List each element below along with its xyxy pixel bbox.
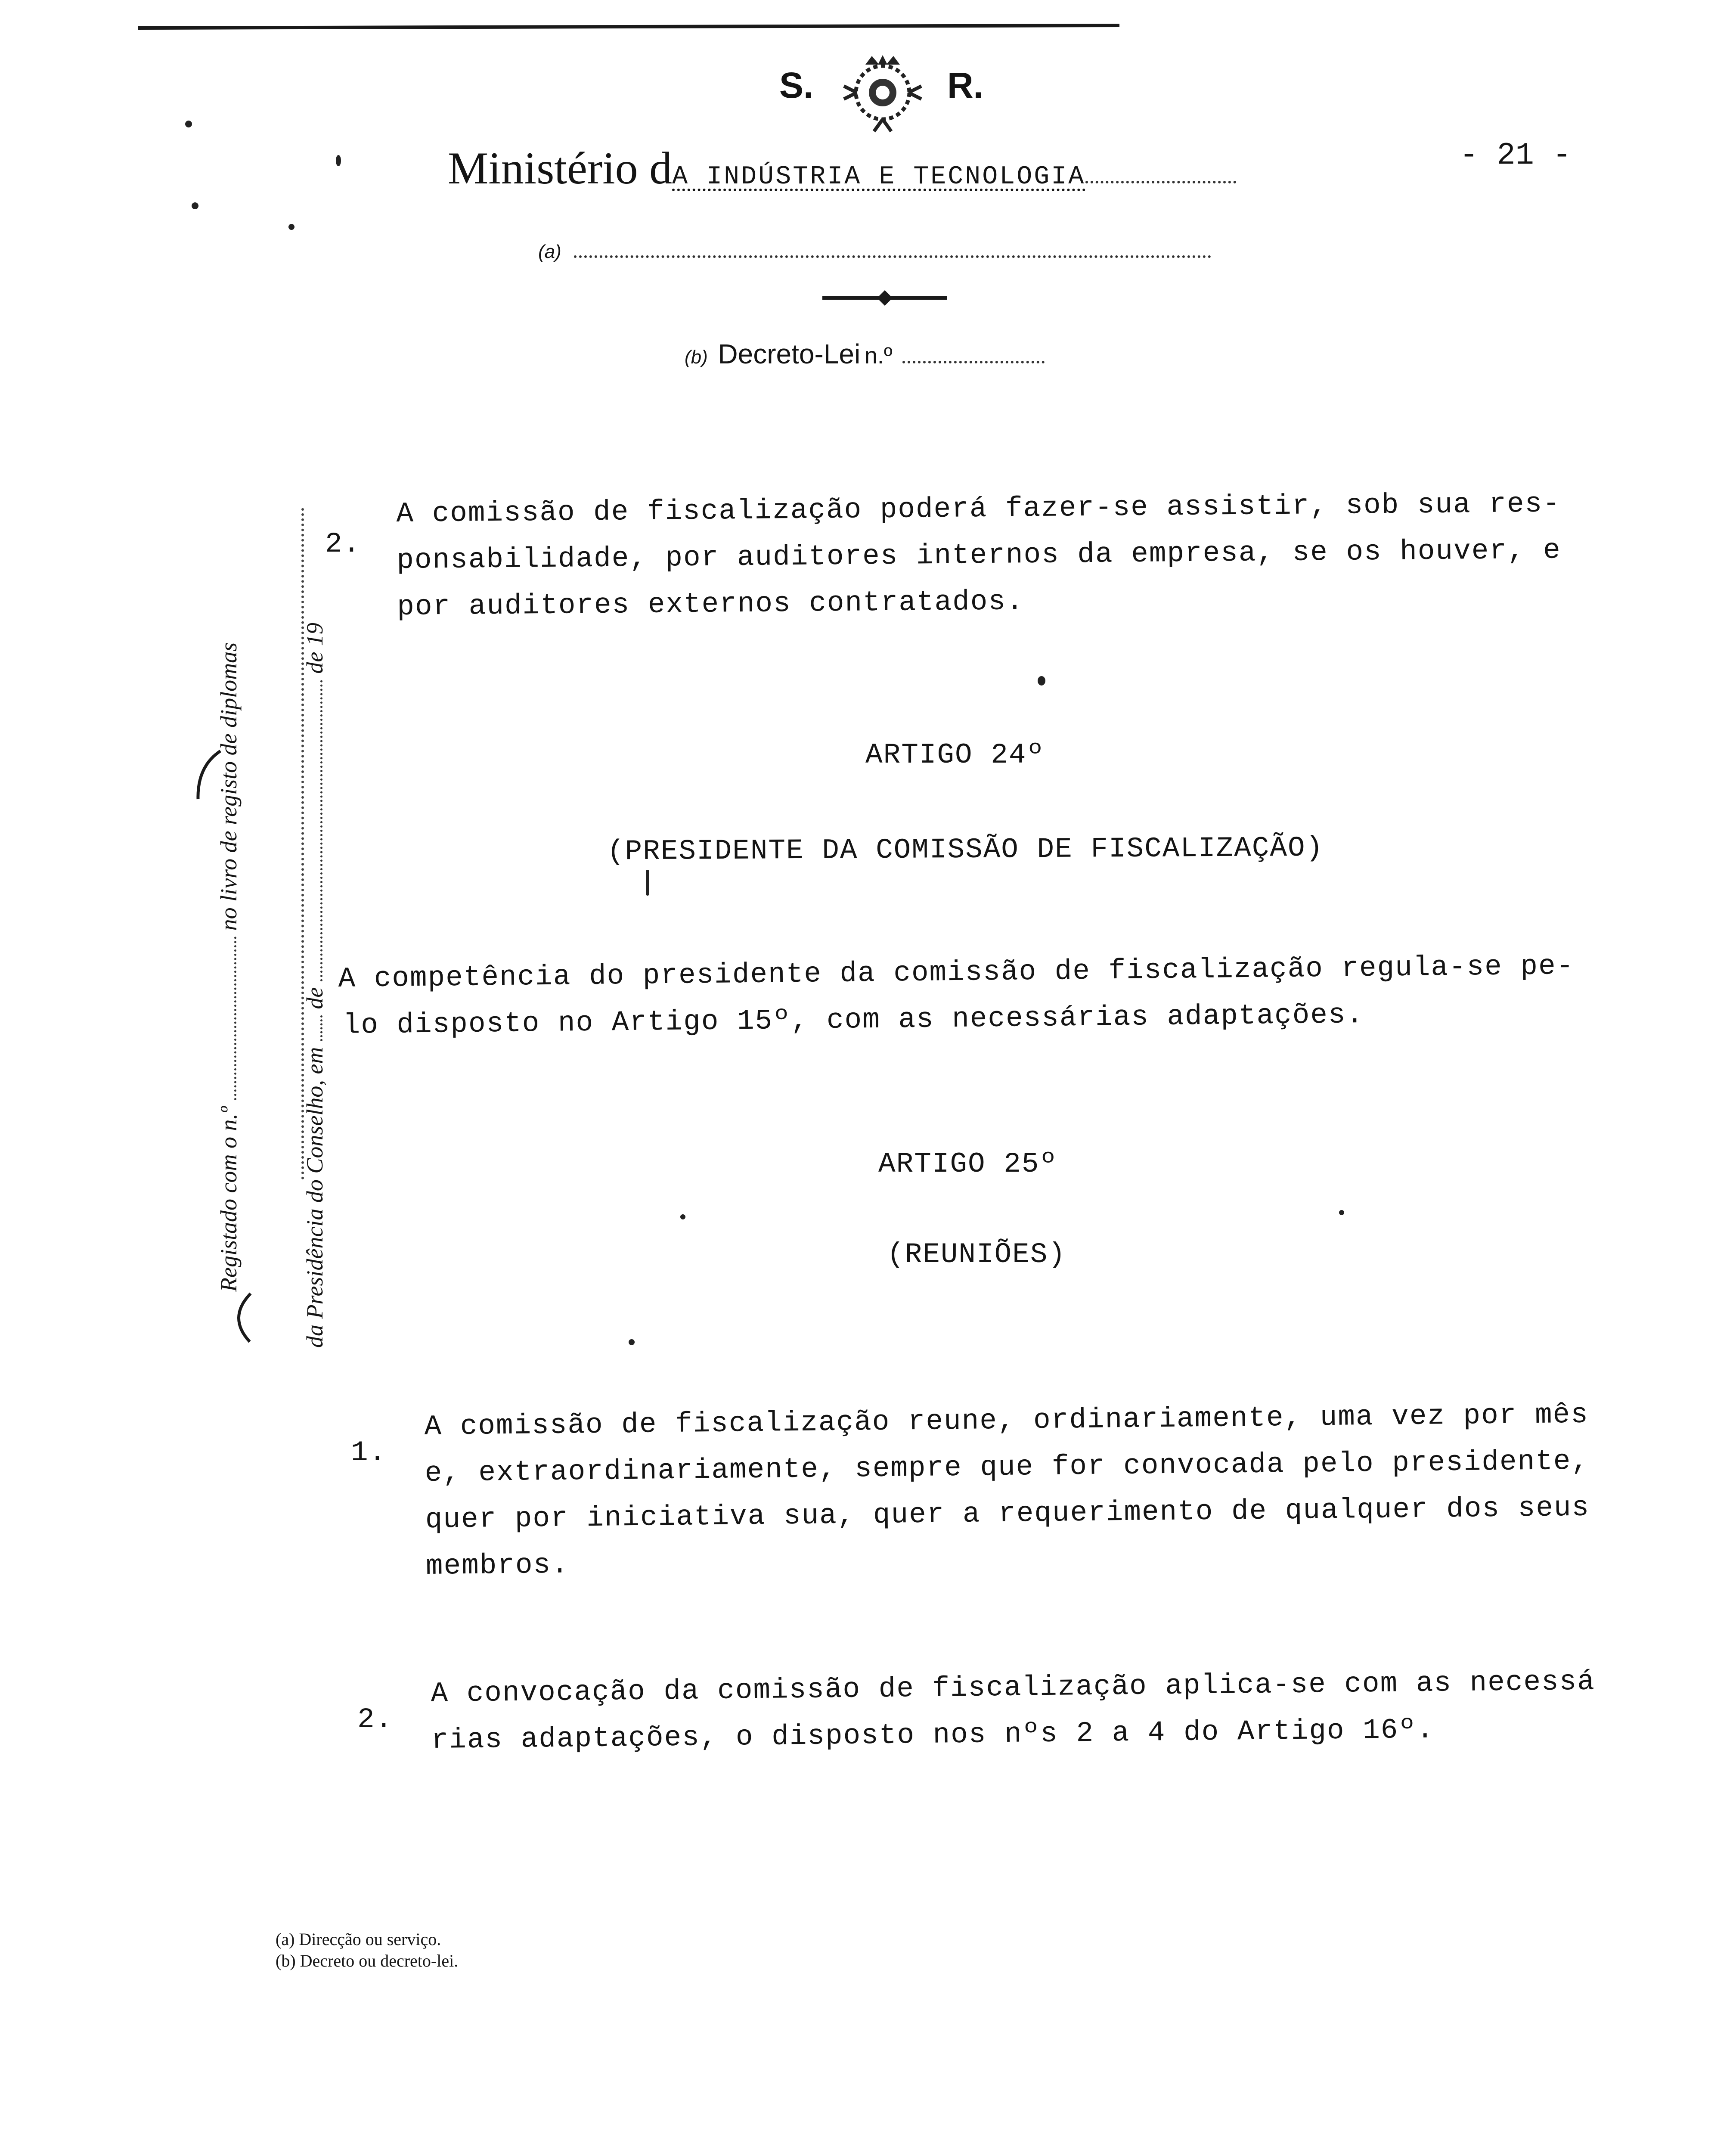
scan-speck <box>1339 1210 1344 1215</box>
header-initial-s: S. <box>779 65 814 105</box>
scan-speck <box>288 224 294 230</box>
field-a-label: (a) <box>538 241 561 262</box>
scan-speck <box>336 155 341 166</box>
article-25-para-2 <box>431 1659 1596 1764</box>
scan-speck <box>646 870 649 896</box>
article-24-subheading: (PRESIDENTE DA COMISSÃO DE FISCALIZAÇÃO) <box>607 831 1324 868</box>
article-24-line: lo disposto no Artigo 15º, com as necessárias adaptações. <box>343 999 1364 1042</box>
scan-speck <box>680 1214 685 1219</box>
article-24-heading: ARTIGO 24º <box>865 739 1045 771</box>
decree-label: Decreto-Lei <box>718 338 861 369</box>
margin-bracket-bottom <box>224 1292 254 1343</box>
republic-emblem <box>840 52 926 133</box>
diamond-ornament-icon <box>876 289 893 307</box>
scan-speck <box>629 1339 635 1345</box>
margin-line1-b: no livro de registo de diplomas <box>216 642 242 931</box>
scan-speck <box>185 121 192 127</box>
margin-line2-a: da Presidência do Conselho, em <box>302 1047 328 1348</box>
ministry-prefix: Ministério d <box>448 143 673 193</box>
article-24-line: A competência do presidente da comissão de fiscalização regula-se pe- <box>338 949 1575 995</box>
scan-speck <box>1038 676 1045 686</box>
para-2-line: ponsabilidade, por auditores internos da empresa, se os houver, e <box>397 534 1562 577</box>
article-25-subheading: (REUNIÕES) <box>887 1238 1066 1271</box>
article-25-heading: ARTIGO 25º <box>878 1148 1058 1180</box>
article-25-para-2-number: 2. <box>357 1703 394 1736</box>
scan-speck <box>192 202 198 209</box>
ministry-name: A INDÚSTRIA E TECNOLOGIA <box>672 162 1086 192</box>
field-b-label: (b) <box>685 347 708 368</box>
margin-registration-line-1 <box>215 642 242 1292</box>
top-border-rule <box>138 24 1119 30</box>
decree-line <box>685 338 1045 370</box>
article-25-para-1-line: A comissão de fiscalização reune, ordinariamente, uma vez por mês <box>424 1398 1589 1443</box>
footnote-a: (a) Direcção ou serviço. <box>276 1930 441 1949</box>
article-25-para-1 <box>424 1392 1590 1590</box>
margin-registration-line-2 <box>301 623 328 1348</box>
para-2-block <box>396 481 1562 630</box>
para-2-line: A comissão de fiscalização poderá fazer-se assistir, sob sua res- <box>396 487 1561 530</box>
field-a-line <box>538 241 1211 263</box>
article-25-para-2-line: A convocação da comissão de fiscalização aplica-se com as necessá <box>431 1665 1596 1710</box>
article-25-para-1-line: membros. <box>425 1548 570 1582</box>
article-25-para-1-line: e, extraordinariamente, sempre que for convocada pelo presidente, <box>425 1445 1590 1489</box>
header-initial-r: R. <box>947 65 983 105</box>
para-2-line: por auditores externos contratados. <box>397 585 1024 623</box>
article-24-text <box>338 943 1575 1049</box>
article-25-para-1-number: 1. <box>351 1436 387 1469</box>
article-25-para-2-line: rias adaptações, o disposto nos nºs 2 a 4 do Artigo 16º. <box>431 1713 1435 1756</box>
footnote-b: (b) Decreto ou decreto-lei. <box>276 1951 459 1970</box>
page-number: - 21 - <box>1460 138 1572 173</box>
margin-bracket-top <box>194 749 224 801</box>
margin-line2-c: de 19 <box>302 623 328 674</box>
article-25-para-1-line: quer por iniciativa sua, quer a requerimento de qualquer dos seus <box>425 1491 1590 1536</box>
margin-line1-a: Registado com o n.º <box>216 1106 242 1292</box>
decree-number-label: n.º <box>864 343 893 369</box>
margin-line2-b: de <box>302 987 328 1009</box>
para-2-number: 2. <box>325 528 361 560</box>
ministry-line <box>448 142 1236 195</box>
